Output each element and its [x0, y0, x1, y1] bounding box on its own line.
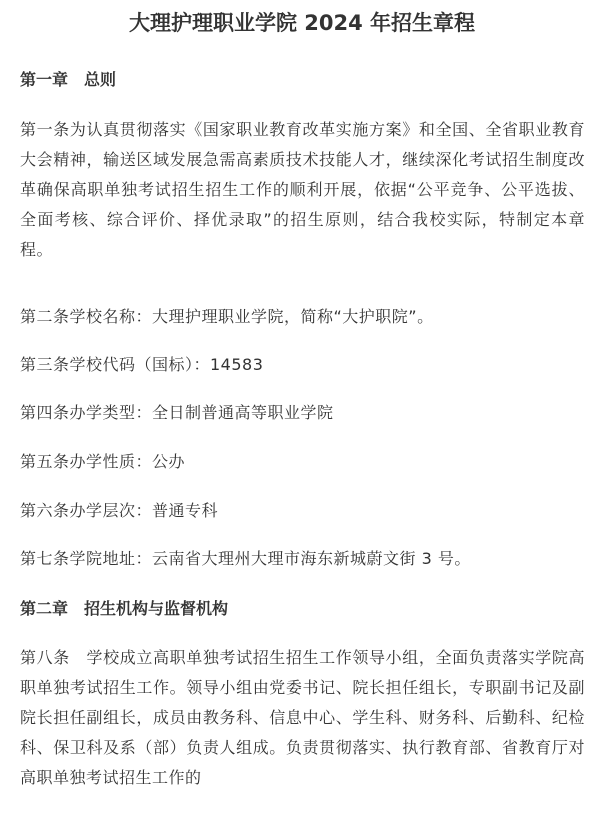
chapter-1-heading: 第一章 总则 — [20, 70, 117, 89]
article-7: 第七条学院地址：云南省大理州大理市海东新城蔚文街 3 号。 — [20, 549, 471, 568]
article-5: 第五条办学性质：公办 — [20, 452, 186, 471]
article-3: 第三条学校代码（国标）：14583 — [20, 355, 264, 374]
article-1: 第一条为认真贯彻落实《国家职业教育改革实施方案》和全国、全省职业教育大会精神，输送区域发展急需高素质技术技能人才，继续深化考试招生制度改革确保高职单独考试招生招生工作的顺利开展，依据“公平竞争、公平选拔、全面考核、综合评价、择优录取”的招生原则，结合我校实际，特制定本章程。 — [20, 120, 585, 259]
chapter-2-heading: 第二章 招生机构与监督机构 — [20, 599, 229, 618]
document-title: 大理护理职业学院 2024 年招生章程 — [128, 11, 476, 35]
article-2: 第二条学校名称：大理护理职业学院，简称“大护职院”。 — [20, 307, 434, 326]
article-6: 第六条办学层次：普通专科 — [20, 501, 219, 520]
article-4: 第四条办学类型：全日制普通高等职业学院 — [20, 403, 334, 422]
article-8: 第八条 学校成立高职单独考试招生招生工作领导小组，全面负责落实学院高职单独考试招生工作。领导小组由党委书记、院长担任组长，专职副书记及副院长担任副组长，成员由教务科、信息中心、学生科、财务科、后勤科、纪检科、保卫科及系（部）负责人组成。负责贯彻落实、执行教育部、省教育厅对高职单独考试招生工作的 — [20, 648, 585, 787]
